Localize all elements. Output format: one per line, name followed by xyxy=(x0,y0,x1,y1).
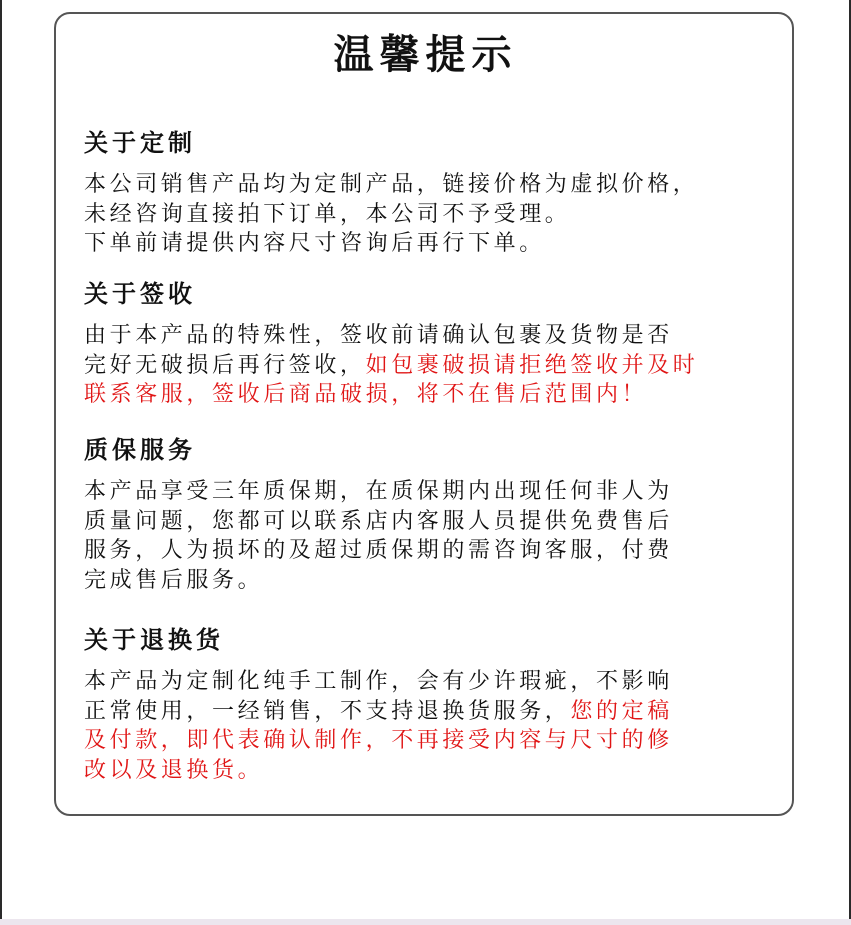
page-edge-left xyxy=(0,0,2,920)
section-body-returns xyxy=(84,667,784,785)
section-body-receipt xyxy=(84,321,784,410)
section-text-returns: 本产品为定制化纯手工制作，会有少许瑕疵，不影响 正常使用，一经销售，不支持退换货服务， xyxy=(84,669,673,724)
section-text-warranty: 本产品享受三年质保期，在质保期内出现任何非人为 质量问题，您都可以联系店内客服人员提供免费售后 服务，人为损坏的及超过质保期的需咨询客服，付费 完成售后服务。 xyxy=(84,479,673,593)
section-heading-returns: 关于退换货 xyxy=(84,626,224,654)
notice-title: 温馨提示 xyxy=(333,32,518,78)
section-text-receipt: 由于本产品的特殊性，签收前请确认包裹及货物是否 完好无破损后再行签收， xyxy=(84,323,673,378)
section-receipt xyxy=(84,279,784,410)
page-bottom-band xyxy=(0,919,851,925)
section-heading-warranty: 质保服务 xyxy=(84,436,196,464)
section-warning-returns: 您的定稿 及付款，即代表确认制作，不再接受内容与尺寸的修 改以及退换货。 xyxy=(84,698,673,783)
section-heading-receipt: 关于签收 xyxy=(84,280,196,308)
section-text-custom-order: 本公司销售产品均为定制产品，链接价格为虚拟价格， 未经咨询直接拍下订单，本公司不予受理。 下单前请提供内容尺寸咨询后再行下单。 xyxy=(84,172,699,256)
section-body-custom-order xyxy=(84,170,784,259)
section-returns xyxy=(84,625,784,785)
section-custom-order xyxy=(84,128,784,259)
section-warning-receipt: 如包裹破损请拒绝签收并及时 联系客服，签收后商品破损，将不在售后范围内！ xyxy=(84,352,699,407)
section-body-warranty xyxy=(84,477,784,595)
section-heading-custom-order: 关于定制 xyxy=(84,129,196,157)
section-warranty xyxy=(84,435,784,595)
